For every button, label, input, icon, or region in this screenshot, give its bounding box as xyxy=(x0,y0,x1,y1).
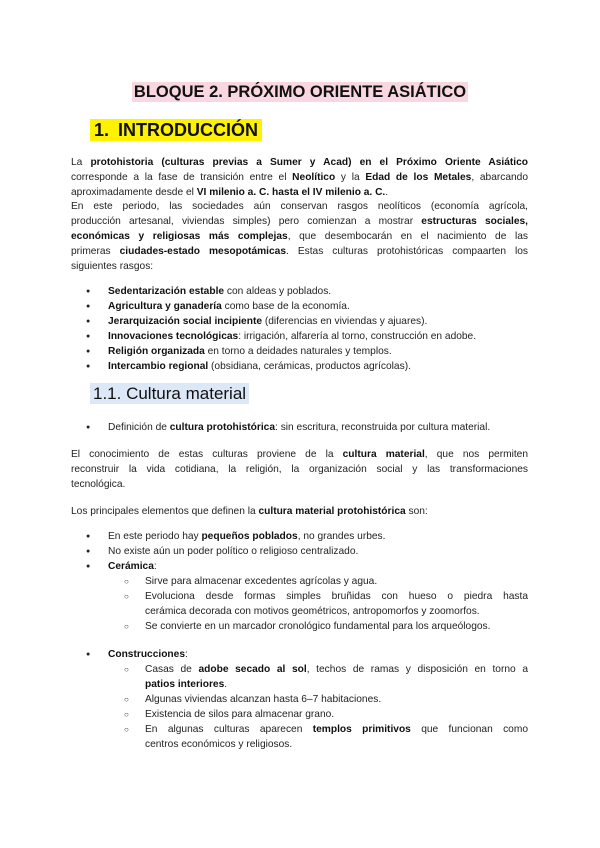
paragraph-line: Los principales elementos que definen la cultura material protohistórica son: xyxy=(71,506,428,517)
list-item: ○ Se convierte en un marcador cronológico fundamental para los arqueólogos. xyxy=(145,619,528,634)
principales-elementos-paragraph xyxy=(71,504,528,519)
construcciones-sublist xyxy=(145,662,528,752)
paragraph-line: El conocimiento de estas culturas proviene de la cultura material, que nos permiten xyxy=(71,449,529,460)
list-item: ● Intercambio regional (obsidiana, cerámicas, productos agrícolas). xyxy=(108,359,538,374)
list-item: ● Definición de cultura protohistórica: sin escritura, reconstruida por cultura material. xyxy=(108,420,538,435)
list-item: ● Religión organizada en torno a deidades naturales y templos. xyxy=(108,344,538,359)
intro-paragraph-2 xyxy=(71,199,528,274)
traits-list xyxy=(108,284,538,374)
paragraph-line: producción artesanal, viviendas simples) pero comienzan a mostrar estructuras sociales, xyxy=(71,216,528,227)
list-item: ○ Evoluciona desde formas simples bruñidas con hueso o piedra hasta cerámica decorada con motivos geométricos, antropomorfos y zoomorfos. xyxy=(145,589,528,619)
paragraph-line: primeras ciudades-estado mesopotámicas. Estas culturas protohistóricas compaarten los xyxy=(71,246,528,257)
section-heading-introduccion xyxy=(90,120,262,141)
page-title xyxy=(0,83,600,102)
list-item: ● Construcciones: xyxy=(108,647,528,662)
page-title-text: BLOQUE 2. PRÓXIMO ORIENTE ASIÁTICO xyxy=(133,83,467,101)
construcciones-list xyxy=(108,647,528,662)
section-title: INTRODUCCIÓN xyxy=(118,120,259,140)
definition-list xyxy=(108,420,538,435)
section-heading-text: 1.1. Cultura material xyxy=(90,383,249,404)
list-item: ● Innovaciones tecnológicas: irrigación, alfarería al torno, construcción en adobe. xyxy=(108,329,538,344)
cultura-material-paragraph xyxy=(71,447,528,492)
paragraph-line: En este periodo, las sociedades aún conservan rasgos neolíticos (economía agrícola, xyxy=(71,201,528,212)
ceramica-sublist xyxy=(145,574,528,634)
section-heading-cultura-material xyxy=(90,384,249,404)
list-item: ● Cerámica: xyxy=(108,559,528,574)
list-item: ○ En algunas culturas aparecen templos primitivos que funcionan como centros económicos y religiosos. xyxy=(145,722,528,752)
list-item: ○ Algunas viviendas alcanzan hasta 6–7 habitaciones. xyxy=(145,692,528,707)
paragraph-line: económicas y religiosas más complejas, que desembocarán en el nacimiento de las xyxy=(71,231,528,242)
list-item: ○ Sirve para almacenar excedentes agrícolas y agua. xyxy=(145,574,528,589)
paragraph-line: La protohistoria (culturas previas a Sumer y Acad) en el Próximo Oriente Asiático xyxy=(71,157,529,168)
section-number: 1. xyxy=(94,120,110,140)
elements-list xyxy=(108,529,528,574)
list-item: ● Sedentarización estable con aldeas y poblados. xyxy=(108,284,538,299)
paragraph-line: aproximadamente desde el VI milenio a. C. hasta el IV milenio a. C.. xyxy=(71,187,389,198)
intro-paragraph-1 xyxy=(71,155,528,200)
paragraph-line: tecnológica. xyxy=(71,479,126,490)
list-item: ● Agricultura y ganadería como base de la economía. xyxy=(108,299,538,314)
paragraph-line: corresponde a la fase de transición entre el Neolítico y la Edad de los Metales, abarcando xyxy=(71,172,529,183)
paragraph-line: siguientes rasgos: xyxy=(71,261,154,272)
paragraph-line: reconstruir la vida cotidiana, la religión, la organización social y las transformaciones xyxy=(71,464,528,475)
section-heading-text xyxy=(90,119,262,141)
list-item: ○ Casas de adobe secado al sol, techos de ramas y disposición en torno a patios interiores. xyxy=(145,662,528,692)
list-item: ● En este periodo hay pequeños poblados, no grandes urbes. xyxy=(108,529,528,544)
list-item: ● No existe aún un poder político o religioso centralizado. xyxy=(108,544,528,559)
list-item: ○ Existencia de silos para almacenar grano. xyxy=(145,707,528,722)
list-item: ● Jerarquización social incipiente (diferencias en viviendas y ajuares). xyxy=(108,314,538,329)
